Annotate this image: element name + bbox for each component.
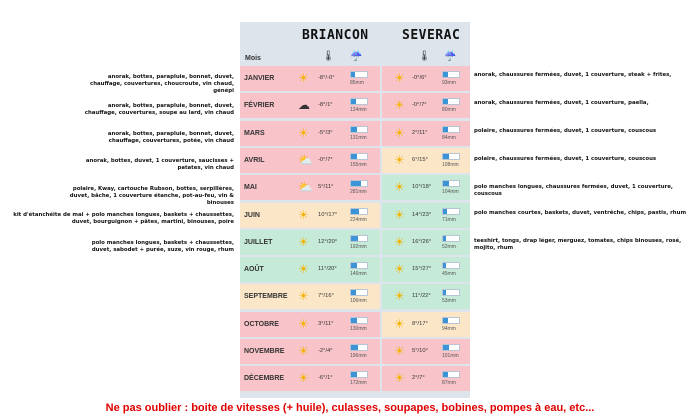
severac-rain: 101mm bbox=[442, 353, 459, 359]
mois-label: Mois bbox=[245, 55, 261, 62]
briancon-rain: 155mm bbox=[350, 161, 367, 168]
city-briancon: BRIANCON bbox=[302, 28, 369, 43]
briancon-rain-bar bbox=[350, 126, 368, 133]
rain-fill bbox=[443, 345, 449, 350]
severac-temp: 2°/11° bbox=[412, 129, 428, 136]
severac-rain: 52mm bbox=[442, 243, 456, 250]
briancon-temp: 7°/16° bbox=[318, 293, 334, 300]
briancon-cell bbox=[240, 257, 380, 282]
severac-temp: 10°/18° bbox=[412, 184, 432, 191]
severac-rain-bar bbox=[442, 126, 460, 133]
footer-reminder: Ne pas oublier : boite de vitesses (+ huile), culasses, soupapes, bobines, pompes à eau, etc... bbox=[105, 402, 595, 414]
month-label: NOVEMBRE bbox=[244, 348, 285, 355]
rain-cloud-icon: ☔ bbox=[350, 51, 363, 62]
month-label: MARS bbox=[244, 129, 265, 137]
briancon-temp: -0°/7° bbox=[318, 156, 333, 163]
sun-icon: ☀ bbox=[298, 262, 309, 277]
month-label: AVRIL bbox=[244, 156, 265, 164]
packing-note-briancon: kit d'étanchéite de mai + polo manches longues, baskets + chaussettes, duvet, bourguignon + pâtes, martini, binouses, poire bbox=[13, 212, 234, 225]
rain-fill bbox=[443, 209, 447, 214]
sun-icon: ☀ bbox=[298, 289, 309, 304]
packing-note-briancon: anorak, bottes, parapluie, bonnet, duvet, chauffage, couvertures, choucroute, vin chaud, génépi bbox=[90, 74, 234, 94]
packing-note-briancon: polaire, Kway, cartouche Rubson, bottes, serpillères, duvet, bâche, 1 couverture étanche, pot-au-feu, vin & binouses bbox=[69, 186, 234, 206]
month-label: JUIN bbox=[244, 211, 260, 219]
briancon-rain: 192mm bbox=[350, 243, 367, 250]
rain-fill bbox=[351, 290, 356, 295]
severac-rain-bar bbox=[442, 208, 460, 215]
table-row bbox=[240, 257, 470, 282]
sun-icon: ☀ bbox=[394, 98, 405, 113]
briancon-rain-bar bbox=[350, 289, 368, 296]
cloud-sun-icon: ⛅ bbox=[298, 152, 313, 167]
rain-fill bbox=[443, 318, 448, 323]
briancon-rain-bar bbox=[350, 98, 368, 105]
rain-fill bbox=[351, 72, 355, 77]
severac-temp: 6°/15° bbox=[412, 156, 428, 163]
severac-rain: 87mm bbox=[442, 380, 456, 387]
table-row bbox=[240, 366, 470, 391]
sun-icon: ☀ bbox=[394, 180, 405, 195]
table-row bbox=[240, 230, 470, 255]
severac-cell bbox=[382, 66, 470, 91]
sun-icon: ☀ bbox=[298, 207, 309, 222]
severac-cell bbox=[382, 312, 470, 337]
briancon-cell bbox=[240, 366, 380, 391]
rain-fill bbox=[443, 236, 446, 241]
briancon-rain: 130mm bbox=[350, 325, 367, 332]
severac-rain: 108mm bbox=[442, 161, 459, 168]
packing-note-briancon: anorak, bottes, parapluie, bonnet, duvet, chauffage, couvertures, soupe au lard, vin chaud bbox=[84, 103, 234, 116]
severac-rain-bar bbox=[442, 344, 460, 351]
briancon-cell bbox=[240, 230, 380, 255]
sun-icon: ☀ bbox=[394, 125, 405, 140]
table-row bbox=[240, 93, 470, 118]
severac-rain-bar bbox=[442, 262, 460, 269]
sun-icon: ☀ bbox=[394, 316, 405, 331]
briancon-rain: 85mm bbox=[350, 80, 364, 86]
month-label: SEPTEMBRE bbox=[244, 293, 288, 301]
briancon-cell bbox=[240, 284, 380, 309]
severac-rain-bar bbox=[442, 180, 460, 187]
severac-rain: 45mm bbox=[442, 271, 456, 278]
severac-cell bbox=[382, 93, 470, 118]
briancon-rain-bar bbox=[350, 344, 368, 351]
rain-fill bbox=[443, 290, 446, 295]
rain-fill bbox=[351, 209, 359, 214]
severac-rain-bar bbox=[442, 317, 460, 324]
cloud-sun-icon: ⛅ bbox=[298, 180, 313, 195]
rain-fill bbox=[443, 181, 449, 186]
rain-fill bbox=[351, 372, 357, 377]
severac-cell bbox=[382, 284, 470, 309]
rain-fill bbox=[351, 181, 361, 186]
severac-cell bbox=[382, 121, 470, 146]
briancon-rain: 281mm bbox=[350, 189, 367, 196]
rain-cloud-icon: ☔ bbox=[444, 51, 457, 62]
briancon-temp: -5°/3° bbox=[318, 129, 333, 136]
sun-icon: ☀ bbox=[298, 316, 309, 331]
packing-note-briancon: anorak, bottes, parapluie, bonnet, duvet, chauffage, couvertures, potée, vin chaud bbox=[107, 131, 234, 144]
sun-icon: ☀ bbox=[394, 234, 405, 249]
briancon-rain-bar bbox=[350, 235, 368, 242]
sun-icon: ☀ bbox=[394, 371, 405, 386]
packing-note-severac: polo manches courtes, baskets, duvet, ventrêche, chips, pastis, rhum bbox=[474, 210, 687, 216]
sun-icon: ☀ bbox=[394, 207, 405, 222]
city-severac: SEVERAC bbox=[402, 28, 461, 43]
briancon-cell bbox=[240, 148, 380, 173]
briancon-rain: 131mm bbox=[350, 134, 367, 141]
briancon-rain: 172mm bbox=[350, 380, 367, 387]
severac-rain: 80mm bbox=[442, 107, 456, 114]
severac-cell bbox=[382, 366, 470, 391]
table-row bbox=[240, 121, 470, 146]
month-label: JUILLET bbox=[244, 238, 273, 246]
briancon-rain: 106mm bbox=[350, 298, 367, 305]
month-label: AOÛT bbox=[244, 266, 264, 274]
month-label: JANVIER bbox=[244, 75, 275, 82]
severac-rain-bar bbox=[442, 371, 460, 378]
briancon-rain: 124mm bbox=[350, 107, 367, 114]
table-row bbox=[240, 175, 470, 200]
sun-icon: ☀ bbox=[298, 125, 309, 140]
rain-fill bbox=[351, 345, 358, 350]
severac-temp: 8°/17° bbox=[412, 320, 428, 327]
briancon-rain-bar bbox=[350, 262, 368, 269]
severac-cell bbox=[382, 203, 470, 228]
table-row bbox=[240, 66, 470, 91]
briancon-temp: -2°/4° bbox=[318, 348, 333, 354]
packing-note-severac: polo manches longues, chaussures fermées, duvet, 1 couverture, couscous bbox=[474, 184, 673, 197]
severac-rain-bar bbox=[442, 235, 460, 242]
sun-icon: ☀ bbox=[298, 344, 309, 358]
briancon-cell bbox=[240, 66, 380, 91]
briancon-rain-bar bbox=[350, 153, 368, 160]
severac-temp: 11°/22° bbox=[412, 293, 431, 300]
briancon-temp: 12°/20° bbox=[318, 238, 338, 245]
rain-fill bbox=[351, 236, 358, 241]
severac-rain: 53mm bbox=[442, 298, 456, 305]
briancon-rain-bar bbox=[350, 208, 368, 215]
rain-fill bbox=[443, 127, 448, 132]
severac-temp: -0°/7° bbox=[412, 102, 427, 109]
briancon-cell bbox=[240, 339, 380, 364]
severac-cell bbox=[382, 175, 470, 200]
month-label: MAI bbox=[244, 184, 257, 192]
thermometer-icon: 🌡 bbox=[322, 51, 335, 62]
severac-temp: 14°/23° bbox=[412, 211, 432, 218]
rain-fill bbox=[443, 263, 446, 268]
table-row bbox=[240, 203, 470, 228]
severac-cell bbox=[382, 230, 470, 255]
severac-cell bbox=[382, 148, 470, 173]
briancon-temp: 11°/20° bbox=[318, 266, 337, 273]
cloud-icon: ☁ bbox=[298, 98, 310, 113]
rain-fill bbox=[443, 372, 448, 377]
briancon-rain: 196mm bbox=[350, 353, 367, 359]
sun-icon: ☀ bbox=[298, 371, 309, 386]
briancon-temp: 3°/11° bbox=[318, 320, 334, 327]
severac-cell bbox=[382, 339, 470, 364]
month-label: OCTOBRE bbox=[244, 320, 279, 328]
briancon-temp: 5°/11° bbox=[318, 184, 334, 191]
briancon-temp: -6°/1° bbox=[318, 375, 333, 382]
rain-fill bbox=[351, 154, 357, 159]
rain-fill bbox=[443, 154, 449, 159]
sun-icon: ☀ bbox=[394, 289, 405, 304]
rain-fill bbox=[443, 99, 448, 104]
severac-rain: 93mm bbox=[442, 80, 456, 86]
briancon-cell bbox=[240, 93, 380, 118]
severac-rain: 104mm bbox=[442, 189, 459, 196]
sun-icon: ☀ bbox=[298, 234, 309, 249]
thermometer-icon: 🌡 bbox=[418, 51, 431, 62]
briancon-cell bbox=[240, 175, 380, 200]
packing-note-severac: anorak, chaussures fermées, duvet, 1 couverture, paella, bbox=[474, 100, 649, 106]
briancon-temp: -8°/-0° bbox=[318, 75, 335, 81]
sun-icon: ☀ bbox=[394, 344, 405, 358]
rain-fill bbox=[351, 127, 357, 132]
table-row bbox=[240, 339, 470, 364]
packing-note-briancon: anorak, bottes, duvet, 1 couverture, saucisses + patates, vin chaud bbox=[85, 158, 234, 171]
briancon-rain: 146mm bbox=[350, 271, 367, 278]
severac-rain-bar bbox=[442, 153, 460, 160]
severac-rain-bar bbox=[442, 98, 460, 105]
briancon-rain-bar bbox=[350, 71, 368, 78]
briancon-rain-bar bbox=[350, 317, 368, 324]
sun-icon: ☀ bbox=[394, 262, 405, 277]
briancon-rain-bar bbox=[350, 180, 368, 187]
sun-icon: ☀ bbox=[394, 71, 405, 85]
sun-icon: ☀ bbox=[394, 152, 405, 167]
severac-temp: 15°/27° bbox=[412, 266, 432, 273]
briancon-cell bbox=[240, 203, 380, 228]
table-row bbox=[240, 312, 470, 337]
severac-rain: 94mm bbox=[442, 325, 456, 332]
briancon-rain: 224mm bbox=[350, 216, 367, 223]
briancon-rain-bar bbox=[350, 371, 368, 378]
briancon-cell bbox=[240, 121, 380, 146]
severac-temp: 5°/10° bbox=[412, 348, 428, 354]
rain-fill bbox=[351, 318, 357, 323]
sun-icon: ☀ bbox=[298, 71, 309, 85]
severac-rain: 71mm bbox=[442, 216, 456, 223]
packing-note-severac: teeshirt, tongs, drap léger, merguez, tomates, chips binouses, rosé, mojito, rhum bbox=[474, 238, 682, 251]
table-header bbox=[240, 48, 470, 62]
packing-note-severac: polaire, chaussures fermées, duvet, 1 couverture, couscous bbox=[474, 128, 657, 134]
briancon-cell bbox=[240, 312, 380, 337]
climate-panel bbox=[240, 22, 470, 398]
rain-fill bbox=[351, 263, 357, 268]
severac-temp: -0°/6° bbox=[412, 75, 427, 81]
packing-note-severac: polaire, chaussures fermées, duvet, 1 couverture, couscous bbox=[474, 156, 657, 162]
severac-temp: 16°/26° bbox=[412, 238, 432, 245]
table-row bbox=[240, 148, 470, 173]
packing-note-severac: anorak, chaussures fermées, duvet, 1 couverture, steak + frites, bbox=[474, 72, 672, 78]
month-label: FÉVRIER bbox=[244, 102, 275, 110]
rain-fill bbox=[351, 99, 356, 104]
severac-rain-bar bbox=[442, 289, 460, 296]
table-row bbox=[240, 284, 470, 309]
severac-rain: 84mm bbox=[442, 134, 456, 141]
month-label: DÉCEMBRE bbox=[244, 375, 285, 383]
briancon-temp: 10°/17° bbox=[318, 211, 338, 218]
severac-cell bbox=[382, 257, 470, 282]
packing-note-briancon: polo manches longues, baskets + chaussettes, duvet, sabodet + purée, suze, vin rouge, rhum bbox=[91, 240, 234, 253]
rain-fill bbox=[443, 72, 448, 77]
severac-rain-bar bbox=[442, 71, 460, 78]
briancon-temp: -8°/1° bbox=[318, 102, 333, 109]
severac-temp: 2°/7° bbox=[412, 375, 425, 382]
